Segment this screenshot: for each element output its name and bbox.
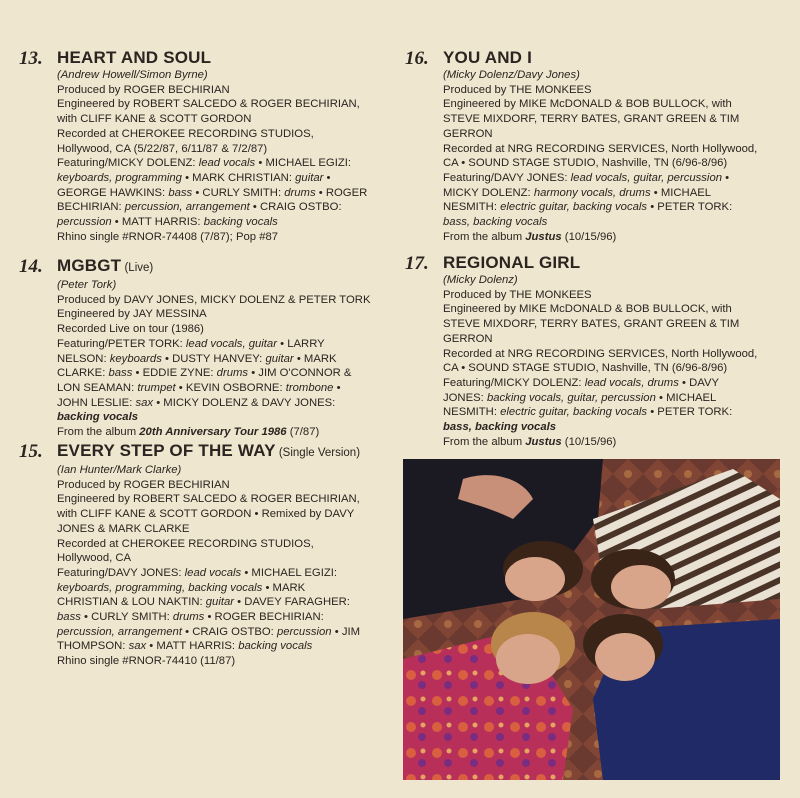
credit-text: NESMITH: bbox=[443, 406, 501, 419]
credit-line bbox=[57, 97, 367, 112]
credit-line bbox=[57, 68, 367, 83]
credit-line bbox=[57, 156, 367, 171]
credit-text: percussion bbox=[57, 216, 112, 229]
credit-text: JONES: bbox=[443, 391, 487, 404]
credit-text: MICKY DOLENZ: bbox=[443, 186, 534, 199]
credit-line bbox=[57, 595, 360, 610]
credit-line bbox=[57, 581, 360, 596]
credit-text: STEVE MIXDORF, TERRY BATES, GRANT GREEN & TIM bbox=[443, 318, 740, 331]
credit-text: • MICKY DOLENZ & DAVY JONES: bbox=[153, 396, 336, 409]
credit-text: (10/15/96) bbox=[561, 435, 617, 448]
track-title: REGIONAL GIRL bbox=[443, 253, 581, 272]
credit-text: • ROGER BECHIRIAN: bbox=[204, 611, 324, 624]
credit-text: sax bbox=[128, 640, 147, 653]
credit-line bbox=[57, 337, 371, 352]
track-title: YOU AND I bbox=[443, 48, 533, 67]
credit-line bbox=[57, 625, 360, 640]
credit-text: • CRAIG OSTBO: bbox=[181, 625, 277, 638]
credit-text: NELSON: bbox=[57, 352, 110, 365]
credit-line bbox=[57, 112, 367, 127]
track-credits bbox=[443, 273, 757, 449]
credit-line bbox=[57, 654, 360, 669]
credit-text: (Andrew Howell/Simon Byrne) bbox=[57, 69, 208, 81]
credit-text: Featuring/DAVY JONES: bbox=[57, 566, 185, 579]
credit-text: • KEVIN OSBORNE: bbox=[175, 381, 286, 394]
credit-text: • CRAIG OSTBO: bbox=[249, 201, 342, 214]
credit-text: • MICHAEL EGIZI: bbox=[241, 566, 338, 579]
credit-text: Recorded at NRG RECORDING SERVICES, North Hollywood, bbox=[443, 347, 758, 360]
credit-text: Produced by ROGER BECHIRIAN bbox=[57, 478, 230, 491]
credit-text: with CLIFF KANE & SCOTT GORDON bbox=[57, 113, 252, 126]
credit-text: CHRISTIAN & LOU NAKTIN: bbox=[57, 596, 206, 609]
credit-text: keyboards, programming bbox=[57, 171, 182, 184]
credit-text: (Peter Tork) bbox=[57, 279, 117, 291]
credit-text: • bbox=[722, 171, 730, 184]
credit-line bbox=[57, 551, 360, 566]
credit-text: percussion bbox=[276, 625, 332, 638]
credit-text: Recorded at NRG RECORDING SERVICES, North Hollywood, bbox=[443, 142, 758, 155]
credit-line bbox=[443, 127, 757, 142]
track-15 bbox=[19, 441, 361, 669]
credit-text: keyboards, programming, backing vocals bbox=[57, 581, 263, 594]
credit-line bbox=[443, 376, 757, 391]
credit-text: bass bbox=[57, 611, 81, 624]
credit-text: electric guitar, backing vocals bbox=[500, 406, 648, 419]
credit-text: Rhino single #RNOR-74410 (11/87) bbox=[57, 655, 236, 668]
credit-text: Recorded at CHEROKEE RECORDING STUDIOS, bbox=[57, 537, 314, 550]
credit-line bbox=[443, 68, 757, 83]
credit-text: • MICHAEL bbox=[655, 391, 717, 404]
credit-text: drums bbox=[172, 611, 205, 624]
credit-text: (10/15/96) bbox=[561, 230, 617, 243]
credit-line bbox=[443, 186, 757, 201]
credit-line bbox=[57, 278, 371, 293]
credit-text: • PETER TORK: bbox=[647, 201, 733, 214]
credit-text: with CLIFF KANE & SCOTT GORDON • Remixed by DAVY bbox=[57, 508, 355, 521]
credit-text: GEORGE HAWKINS: bbox=[57, 186, 169, 199]
face-top-left bbox=[505, 557, 565, 601]
credit-text: Engineered by JAY MESSINA bbox=[57, 308, 207, 321]
credit-line bbox=[57, 366, 371, 381]
credit-line bbox=[57, 522, 360, 537]
credit-line bbox=[57, 307, 371, 322]
credit-text: Recorded at CHEROKEE RECORDING STUDIOS, bbox=[57, 127, 314, 140]
credit-line bbox=[443, 391, 757, 406]
track-title: HEART AND SOUL bbox=[57, 48, 212, 67]
credit-text: • CURLY SMITH: bbox=[192, 186, 285, 199]
credit-text: Rhino single #RNOR-74408 (7/87); Pop #87 bbox=[57, 230, 279, 243]
credit-line bbox=[57, 463, 360, 478]
track-title: EVERY STEP OF THE WAY (Single Version) bbox=[57, 441, 361, 460]
track-credits bbox=[57, 463, 360, 669]
credit-text: sax bbox=[135, 396, 154, 409]
credit-text: backing vocals bbox=[203, 216, 278, 229]
credit-text: trombone bbox=[285, 381, 334, 394]
track-credits bbox=[57, 278, 371, 440]
track-number: 15. bbox=[19, 441, 43, 462]
credit-text: electric guitar, backing vocals bbox=[500, 201, 648, 214]
credit-text: guitar bbox=[205, 596, 235, 609]
credit-text: Produced by THE MONKEES bbox=[443, 83, 592, 96]
credit-text: • MARK CHRISTIAN: bbox=[181, 171, 296, 184]
credit-line bbox=[443, 142, 757, 157]
credit-text: Engineered by ROBERT SALCEDO & ROGER BECHIRIAN, bbox=[57, 98, 360, 111]
credit-text: Produced by DAVY JONES, MICKY DOLENZ & PETER TORK bbox=[57, 293, 371, 306]
credit-text: CLARKE: bbox=[57, 367, 109, 380]
credit-text: (7/87) bbox=[286, 426, 320, 439]
credit-line bbox=[443, 302, 757, 317]
credit-line bbox=[57, 566, 360, 581]
credit-text: • DAVY bbox=[678, 376, 720, 389]
band-photo-illustration bbox=[403, 459, 780, 780]
credit-text: trumpet bbox=[137, 381, 176, 394]
credit-text: Recorded Live on tour (1986) bbox=[57, 323, 204, 336]
credit-line bbox=[57, 492, 360, 507]
credit-line bbox=[443, 435, 757, 450]
credit-text: bass bbox=[108, 367, 133, 380]
credit-line bbox=[57, 200, 367, 215]
face-bottom-left bbox=[496, 634, 560, 684]
credit-text: • bbox=[323, 171, 331, 184]
credit-text: Engineered by MIKE McDONALD & BOB BULLOCK, with bbox=[443, 98, 732, 111]
credit-text: (Ian Hunter/Mark Clarke) bbox=[57, 464, 182, 476]
credit-text: • MARK bbox=[293, 352, 337, 365]
credit-text: lead vocals, guitar bbox=[185, 337, 277, 350]
credit-text: bass bbox=[168, 186, 193, 199]
credit-text: Justus bbox=[525, 435, 562, 448]
credit-line bbox=[57, 507, 360, 522]
face-bottom-right bbox=[595, 633, 655, 681]
credit-text: BECHIRIAN: bbox=[57, 201, 125, 214]
credit-text: THOMPSON: bbox=[57, 640, 129, 653]
credit-text: • CURLY SMITH: bbox=[80, 611, 173, 624]
track-16 bbox=[405, 48, 758, 244]
credit-text: guitar bbox=[265, 352, 294, 365]
credit-text: Produced by THE MONKEES bbox=[443, 288, 592, 301]
credit-text: lead vocals bbox=[184, 566, 242, 579]
credit-text: • MATT HARRIS: bbox=[146, 640, 239, 653]
credit-text: • DAVEY FARAGHER: bbox=[234, 596, 350, 609]
credit-text: • LARRY bbox=[276, 337, 325, 350]
credit-line bbox=[443, 230, 757, 245]
credit-line bbox=[443, 420, 757, 435]
credit-text: JOHN LESLIE: bbox=[57, 396, 136, 409]
credit-text: • JIM O'CONNOR & bbox=[248, 367, 352, 380]
credit-text: bass, backing vocals bbox=[443, 421, 557, 434]
credit-line bbox=[57, 639, 360, 654]
credit-text: backing vocals, guitar, percussion bbox=[486, 391, 656, 404]
credit-text: 20th Anniversary Tour 1986 bbox=[139, 426, 287, 439]
credit-text: CA • SOUND STAGE STUDIO, Nashville, TN (6/96-8/96) bbox=[443, 362, 728, 375]
credit-text: keyboards bbox=[109, 352, 162, 365]
track-number: 14. bbox=[19, 256, 43, 277]
credit-text: lead vocals, guitar, percussion bbox=[570, 171, 723, 184]
credit-text: Featuring/PETER TORK: bbox=[57, 337, 186, 350]
credit-text: Featuring/MICKY DOLENZ: bbox=[57, 157, 199, 170]
credit-line bbox=[57, 127, 367, 142]
credit-text: (Micky Dolenz/Davy Jones) bbox=[443, 69, 580, 81]
credit-text: • JIM bbox=[331, 625, 361, 638]
credit-line bbox=[443, 156, 757, 171]
credit-line bbox=[443, 215, 757, 230]
credit-text: Hollywood, CA (5/22/87, 6/11/87 & 7/2/87) bbox=[57, 142, 268, 155]
credit-text: NESMITH: bbox=[443, 201, 501, 214]
credit-text: percussion, arrangement bbox=[124, 201, 250, 214]
credit-line bbox=[443, 347, 757, 362]
credit-line bbox=[57, 171, 367, 186]
credit-line bbox=[443, 112, 757, 127]
credit-text: From the album bbox=[443, 230, 526, 243]
credit-text: • EDDIE ZYNE: bbox=[132, 367, 217, 380]
track-17 bbox=[405, 253, 758, 449]
track-subtitle: (Live) bbox=[121, 262, 154, 274]
credit-line bbox=[57, 381, 371, 396]
credit-text: backing vocals bbox=[57, 411, 138, 424]
credit-text: STEVE MIXDORF, TERRY BATES, GRANT GREEN & TIM bbox=[443, 113, 740, 126]
credit-line bbox=[57, 293, 371, 308]
credit-line bbox=[57, 83, 367, 98]
credit-text: backing vocals bbox=[238, 640, 313, 653]
credit-text: bass, backing vocals bbox=[443, 216, 548, 229]
credit-line bbox=[443, 97, 757, 112]
credit-text: drums bbox=[284, 186, 316, 199]
track-number: 17. bbox=[405, 253, 429, 274]
credit-line bbox=[57, 478, 360, 493]
credit-text: • MARK bbox=[262, 581, 306, 594]
credit-line bbox=[443, 405, 757, 420]
credit-line bbox=[57, 186, 367, 201]
credit-text: Engineered by MIKE McDONALD & BOB BULLOCK, with bbox=[443, 303, 732, 316]
track-credits bbox=[57, 68, 367, 244]
credit-text: drums bbox=[216, 367, 249, 380]
credit-text: • bbox=[333, 381, 341, 394]
credit-text: • MATT HARRIS: bbox=[111, 216, 204, 229]
credit-text: lead vocals bbox=[198, 157, 256, 170]
credit-line bbox=[443, 361, 757, 376]
track-number: 13. bbox=[19, 48, 43, 69]
credit-text: GERRON bbox=[443, 332, 493, 345]
track-13 bbox=[19, 48, 368, 244]
credit-line bbox=[443, 332, 757, 347]
credit-text: Produced by ROGER BECHIRIAN bbox=[57, 83, 230, 96]
credit-text: LON SEAMAN: bbox=[57, 381, 138, 394]
credit-text: Featuring/DAVY JONES: bbox=[443, 171, 571, 184]
credit-line bbox=[57, 410, 371, 425]
credit-text: (Micky Dolenz) bbox=[443, 274, 518, 286]
credit-text: Featuring/MICKY DOLENZ: bbox=[443, 376, 585, 389]
credit-text: Justus bbox=[525, 230, 562, 243]
credit-text: • MICHAEL bbox=[650, 186, 712, 199]
credit-text: From the album bbox=[57, 426, 140, 439]
credit-line bbox=[57, 322, 371, 337]
credit-line bbox=[57, 425, 371, 440]
credit-text: percussion, arrangement bbox=[57, 625, 182, 638]
track-number: 16. bbox=[405, 48, 429, 69]
track-title: MGBGT (Live) bbox=[57, 256, 154, 275]
credit-text: • PETER TORK: bbox=[647, 406, 733, 419]
credit-text: guitar bbox=[295, 171, 324, 184]
credit-line bbox=[57, 396, 371, 411]
credit-line bbox=[443, 273, 757, 288]
credit-line bbox=[57, 610, 360, 625]
track-14 bbox=[19, 256, 371, 440]
credit-text: Engineered by ROBERT SALCEDO & ROGER BECHIRIAN, bbox=[57, 493, 360, 506]
credit-text: harmony vocals, drums bbox=[533, 186, 651, 199]
credit-text: JONES & MARK CLARKE bbox=[57, 522, 190, 535]
credit-line bbox=[57, 215, 367, 230]
credit-line bbox=[443, 83, 757, 98]
credit-text: GERRON bbox=[443, 127, 493, 140]
track-credits bbox=[443, 68, 757, 244]
credit-line bbox=[443, 200, 757, 215]
credit-line bbox=[443, 171, 757, 186]
track-subtitle: (Single Version) bbox=[275, 447, 361, 459]
credit-text: lead vocals, drums bbox=[584, 376, 679, 389]
face-top-right bbox=[611, 565, 671, 609]
credit-text: • DUSTY HANVEY: bbox=[161, 352, 266, 365]
credit-text: From the album bbox=[443, 435, 526, 448]
credit-text: Hollywood, CA bbox=[57, 552, 132, 565]
credit-text: CA • SOUND STAGE STUDIO, Nashville, TN (6/96-8/96) bbox=[443, 157, 728, 170]
credit-line bbox=[443, 317, 757, 332]
credit-text: • MICHAEL EGIZI: bbox=[255, 157, 352, 170]
credit-text: • ROGER bbox=[315, 186, 368, 199]
credit-line bbox=[57, 537, 360, 552]
credit-line bbox=[57, 142, 367, 157]
band-photo bbox=[403, 459, 780, 780]
credit-line bbox=[57, 230, 367, 245]
credit-line bbox=[443, 288, 757, 303]
credit-line bbox=[57, 352, 371, 367]
